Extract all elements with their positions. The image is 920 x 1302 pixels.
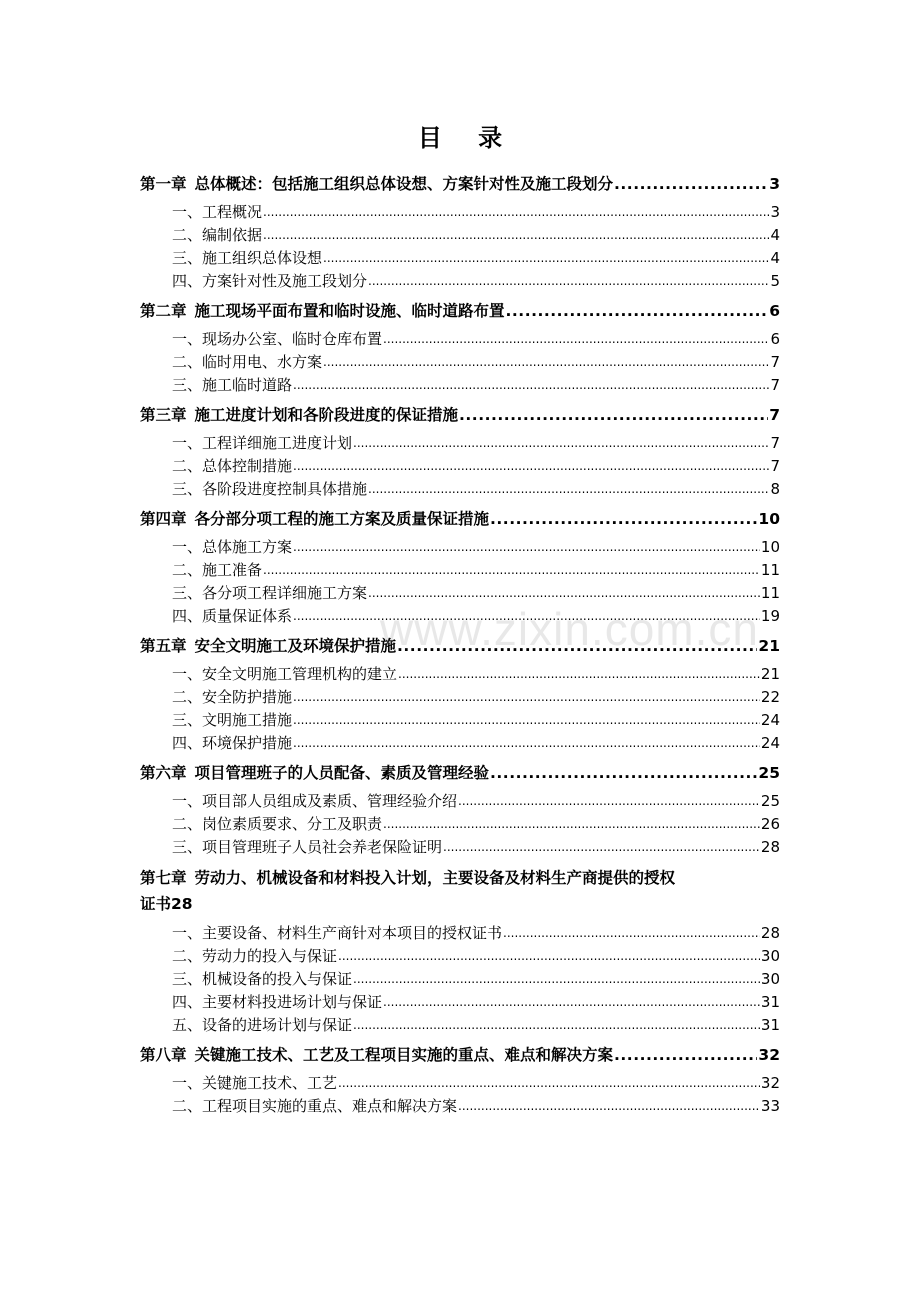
dot-leader	[353, 968, 760, 991]
section-page-number: 24	[760, 711, 780, 729]
section-title: 四、质量保证体系	[172, 607, 293, 625]
page-title: 目 录	[417, 123, 517, 152]
section-page-number: 31	[760, 1016, 780, 1034]
dot-leader	[383, 813, 760, 836]
section-page-number: 31	[760, 993, 780, 1011]
section-title: 四、主要材料投进场计划与保证	[172, 993, 383, 1011]
toc-chapter-entry[interactable]	[140, 865, 780, 917]
table-of-contents	[140, 166, 780, 1118]
chapter-number: 第八章	[140, 1046, 187, 1064]
chapter-number: 第三章	[140, 406, 187, 424]
dot-leader	[383, 991, 760, 1014]
section-title: 一、工程概况	[172, 203, 263, 221]
section-title: 一、工程详细施工进度计划	[172, 434, 353, 452]
toc-section-entry[interactable]	[140, 663, 780, 686]
chapter-page-number: 21	[758, 637, 780, 655]
section-title: 二、安全防护措施	[172, 688, 293, 706]
toc-section-entry[interactable]	[140, 559, 780, 582]
section-title: 一、总体施工方案	[172, 538, 293, 556]
section-page-number: 3	[770, 203, 780, 221]
section-title: 二、岗位素质要求、分工及职责	[172, 815, 383, 833]
toc-section-entry[interactable]	[140, 686, 780, 709]
section-title: 三、项目管理班子人员社会养老保险证明	[172, 838, 443, 856]
watermark: www.zixin.com.cn	[380, 603, 759, 655]
section-title: 四、方案针对性及施工段划分	[172, 272, 368, 290]
section-page-number: 5	[770, 272, 780, 290]
chapter-number: 第四章	[140, 510, 187, 528]
dot-leader	[293, 732, 760, 755]
dot-leader	[338, 1072, 760, 1095]
chapter-page-number: 28	[171, 895, 193, 913]
toc-section-entry[interactable]	[140, 536, 780, 559]
toc-section-entry[interactable]	[140, 1014, 780, 1037]
section-title: 三、施工组织总体设想	[172, 249, 323, 267]
toc-section-entry[interactable]	[140, 922, 780, 945]
toc-section-entry[interactable]	[140, 478, 780, 501]
section-title: 五、设备的进场计划与保证	[172, 1016, 353, 1034]
toc-section-entry[interactable]	[140, 813, 780, 836]
dot-leader	[293, 374, 769, 397]
dot-leader	[323, 247, 769, 270]
dot-leader	[368, 582, 760, 605]
section-title: 一、主要设备、材料生产商针对本项目的授权证书	[172, 924, 503, 942]
toc-section-entry[interactable]	[140, 374, 780, 397]
chapter-title: 关键施工技术、工艺及工程项目实施的重点、难点和解决方案	[194, 1046, 614, 1064]
section-title: 二、劳动力的投入与保证	[172, 947, 338, 965]
toc-section-entry[interactable]	[140, 605, 780, 628]
chapter-number: 第二章	[140, 302, 187, 320]
dot-leader	[293, 605, 760, 628]
section-page-number: 7	[770, 353, 780, 371]
dot-leader	[368, 270, 769, 293]
toc-section-entry[interactable]	[140, 991, 780, 1014]
chapter-number: 第五章	[140, 637, 187, 655]
toc-section-entry[interactable]	[140, 968, 780, 991]
toc-chapter-entry[interactable]	[140, 403, 780, 427]
dot-leader	[503, 922, 760, 945]
dot-leader	[490, 761, 757, 785]
section-page-number: 4	[770, 226, 780, 244]
dot-leader	[353, 432, 769, 455]
chapter-page-number: 3	[769, 175, 780, 193]
section-title: 三、各分项工程详细施工方案	[172, 584, 368, 602]
toc-section-entry[interactable]	[140, 732, 780, 755]
chapter-title: 各分部分项工程的施工方案及质量保证措施	[194, 510, 490, 528]
toc-chapter-entry[interactable]	[140, 299, 780, 323]
chapter-page-number: 6	[769, 302, 780, 320]
section-page-number: 6	[770, 330, 780, 348]
section-page-number: 11	[760, 584, 780, 602]
toc-section-entry[interactable]	[140, 270, 780, 293]
chapter-number: 第一章	[140, 175, 187, 193]
toc-chapter-entry[interactable]	[140, 507, 780, 531]
section-page-number: 8	[770, 480, 780, 498]
toc-section-entry[interactable]	[140, 1095, 780, 1118]
chapter-title: 施工进度计划和各阶段进度的保证措施	[194, 406, 459, 424]
section-title: 三、各阶段进度控制具体措施	[172, 480, 368, 498]
toc-section-entry[interactable]	[140, 790, 780, 813]
dot-leader	[459, 403, 768, 427]
toc-section-entry[interactable]	[140, 247, 780, 270]
section-title: 二、临时用电、水方案	[172, 353, 323, 371]
section-page-number: 33	[760, 1097, 780, 1115]
toc-section-entry[interactable]	[140, 582, 780, 605]
toc-section-entry[interactable]	[140, 224, 780, 247]
dot-leader	[323, 351, 769, 374]
dot-leader	[397, 634, 757, 658]
dot-leader	[338, 945, 760, 968]
section-page-number: 21	[760, 665, 780, 683]
section-title: 三、机械设备的投入与保证	[172, 970, 353, 988]
section-page-number: 30	[760, 970, 780, 988]
chapter-title: 总体概述：包括施工组织总体设想、方案针对性及施工段划分	[194, 175, 614, 193]
chapter-number: 第六章	[140, 764, 187, 782]
chapter-page-number: 10	[758, 510, 780, 528]
dot-leader	[506, 299, 769, 323]
dot-leader	[458, 790, 760, 813]
dot-leader	[293, 536, 760, 559]
dot-leader	[263, 224, 769, 247]
section-title: 一、项目部人员组成及素质、管理经验介绍	[172, 792, 458, 810]
section-page-number: 30	[760, 947, 780, 965]
dot-leader	[614, 172, 768, 196]
toc-section-entry[interactable]	[140, 455, 780, 478]
toc-section-entry[interactable]	[140, 945, 780, 968]
toc-chapter-entry[interactable]	[140, 172, 780, 196]
dot-leader	[293, 686, 760, 709]
toc-chapter-entry[interactable]	[140, 1043, 780, 1067]
dot-leader	[353, 1014, 760, 1037]
dot-leader	[614, 1043, 757, 1067]
dot-leader	[383, 328, 769, 351]
section-page-number: 25	[760, 792, 780, 810]
chapter-number: 第七章	[140, 869, 187, 887]
toc-section-entry[interactable]	[140, 432, 780, 455]
section-page-number: 10	[760, 538, 780, 556]
section-page-number: 32	[760, 1074, 780, 1092]
section-title: 四、环境保护措施	[172, 734, 293, 752]
section-title: 二、总体控制措施	[172, 457, 293, 475]
section-page-number: 22	[760, 688, 780, 706]
dot-leader	[263, 559, 760, 582]
section-page-number: 24	[760, 734, 780, 752]
section-page-number: 19	[760, 607, 780, 625]
section-page-number: 11	[760, 561, 780, 579]
section-page-number: 7	[770, 434, 780, 452]
section-title: 三、施工临时道路	[172, 376, 293, 394]
chapter-page-number: 7	[769, 406, 780, 424]
dot-leader	[490, 507, 757, 531]
chapter-title: 项目管理班子的人员配备、素质及管理经验	[194, 764, 490, 782]
section-page-number: 7	[770, 376, 780, 394]
section-page-number: 7	[770, 457, 780, 475]
section-title: 二、编制依据	[172, 226, 263, 244]
toc-section-entry[interactable]	[140, 709, 780, 732]
dot-leader	[368, 478, 769, 501]
chapter-page-number: 25	[758, 764, 780, 782]
section-title: 一、安全文明施工管理机构的建立	[172, 665, 398, 683]
toc-section-entry[interactable]	[140, 328, 780, 351]
dot-leader	[263, 201, 769, 224]
section-title: 二、施工准备	[172, 561, 263, 579]
chapter-title: 施工现场平面布置和临时设施、临时道路布置	[194, 302, 505, 320]
toc-section-entry[interactable]	[140, 351, 780, 374]
section-page-number: 28	[760, 924, 780, 942]
dot-leader	[293, 455, 769, 478]
toc-chapter-entry[interactable]	[140, 634, 780, 658]
chapter-page-number: 32	[758, 1046, 780, 1064]
section-page-number: 26	[760, 815, 780, 833]
dot-leader	[458, 1095, 760, 1118]
chapter-title: 劳动力、机械设备和材料投入计划，主要设备及材料生产商提供的授权	[194, 869, 676, 887]
chapter-title-continued: 证书	[140, 895, 172, 913]
dot-leader	[398, 663, 760, 686]
section-title: 一、现场办公室、临时仓库布置	[172, 330, 383, 348]
section-page-number: 4	[770, 249, 780, 267]
section-title: 三、文明施工措施	[172, 711, 293, 729]
toc-section-entry[interactable]	[140, 1072, 780, 1095]
toc-section-entry[interactable]	[140, 201, 780, 224]
section-page-number: 28	[760, 838, 780, 856]
toc-section-entry[interactable]	[140, 836, 780, 859]
toc-chapter-entry[interactable]	[140, 761, 780, 785]
chapter-title: 安全文明施工及环境保护措施	[194, 637, 397, 655]
section-title: 二、工程项目实施的重点、难点和解决方案	[172, 1097, 458, 1115]
dot-leader	[443, 836, 760, 859]
dot-leader	[293, 709, 760, 732]
section-title: 一、关键施工技术、工艺	[172, 1074, 338, 1092]
